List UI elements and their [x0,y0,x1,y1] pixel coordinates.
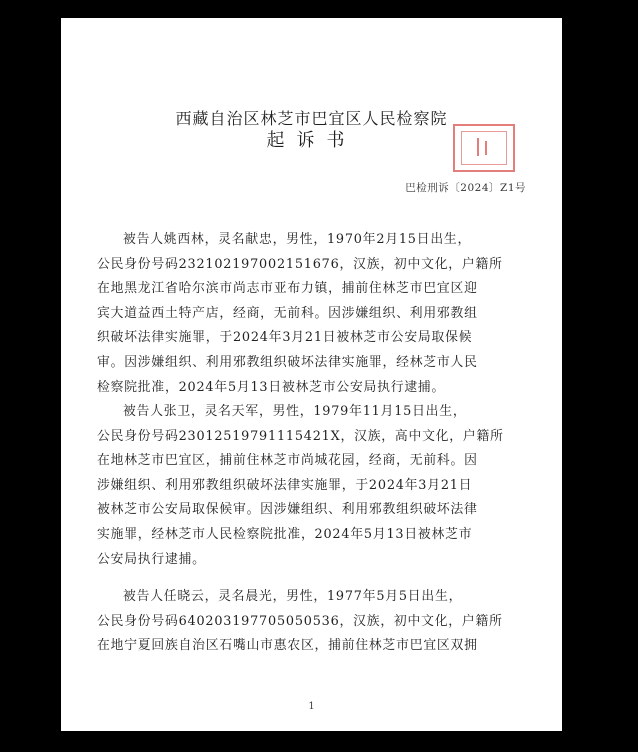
paragraph-line: 公安局执行逮捕。 [97,551,206,567]
paragraph-line: 织破坏法律实施罪，于2024年3月21日被林芝市公安局取保候 [97,330,473,346]
document-page [61,18,562,731]
paragraph-line: 公民身份号码640203197705050536，汉族，初中文化，户籍所 [97,613,503,629]
defendant-paragraph-2 [97,400,527,572]
paragraph-line: 在地黑龙江省哈尔滨市尚志市亚布力镇，捕前住林芝市巴宜区迎 [97,281,478,297]
document-title: 起诉书 [266,130,357,151]
paragraph-line: 在地林芝市巴宜区，捕前住林芝市尚城花园，经商，无前科。因 [97,453,478,469]
paragraph-line: 公民身份号码23012519791115421X，汉族，高中文化，户籍所 [97,428,504,444]
paragraph-line: 宾大道益西土特产店，经商，无前科。因涉嫌组织、利用邪教组 [97,305,478,321]
paragraph-line: 被林芝市公安局取保候审。因涉嫌组织、利用邪教组织破坏法律 [97,502,478,518]
seal-mark [477,138,479,156]
paragraph-line: 被告人姚西林，灵名献忠，男性，1970年2月15日出生， [123,232,472,247]
organization-name: 西藏自治区林芝市巴宜区人民检察院 [175,109,448,128]
paragraph-line: 被告人张卫，灵名天军，男性，1979年11月15日出生， [123,404,467,419]
official-seal-stamp [453,124,515,172]
paragraph-line: 涉嫌组织、利用邪教组织破坏法律实施罪，于2024年3月21日 [97,477,473,493]
paragraph-line: 检察院批准，2024年5月13日被林芝市公安局执行逮捕。 [97,379,446,395]
document-number: 巴检刑诉〔2024〕Z1号 [405,182,526,194]
page-number: 1 [308,701,315,712]
paragraph-line: 审。因涉嫌组织、利用邪教组织破坏法律实施罪，经林芝市人民 [97,354,478,370]
paragraph-line: 实施罪，经林芝市人民检察院批准，2024年5月13日被林芝市 [97,526,473,542]
paragraph-line: 在地宁夏回族自治区石嘴山市惠农区，捕前住林芝市巴宜区双拥 [97,638,478,654]
defendant-paragraph-3 [97,585,527,659]
defendant-paragraph-1 [97,228,527,400]
paragraph-line: 被告人任晓云，灵名晨光，男性，1977年5月5日出生， [123,589,463,604]
paragraph-line: 公民身份号码232102197002151676，汉族，初中文化，户籍所 [97,256,503,272]
seal-inner-border [461,131,507,165]
seal-mark [485,141,487,155]
